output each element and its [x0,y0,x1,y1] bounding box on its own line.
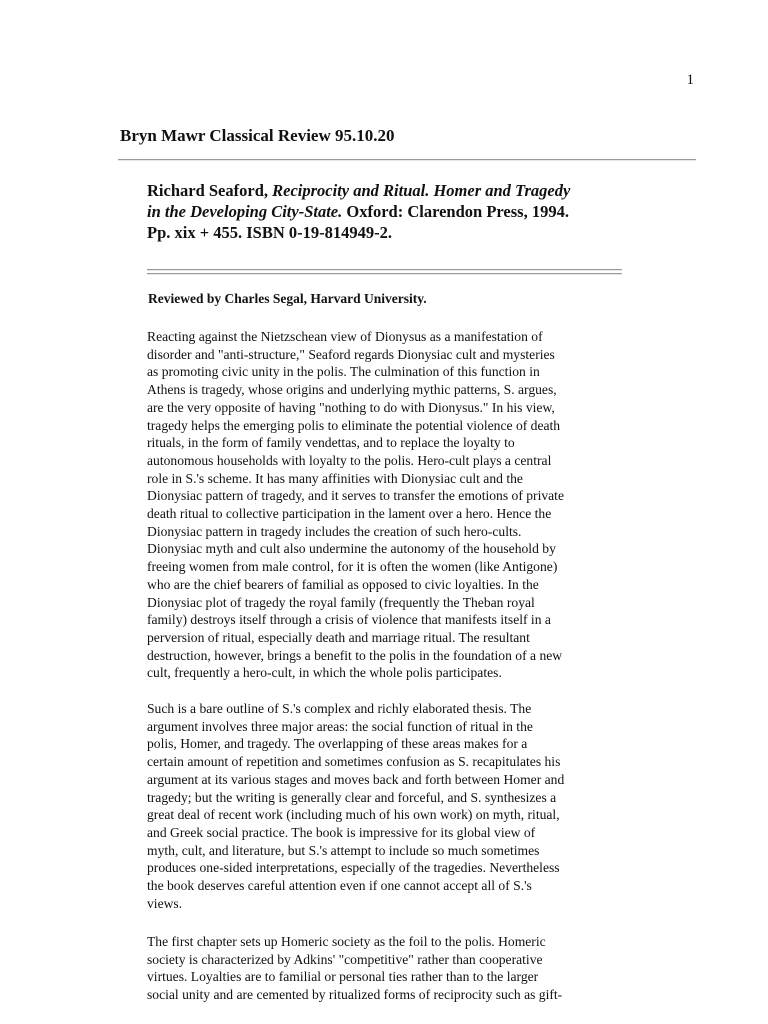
paragraph-line: the book deserves careful attention even if one cannot accept all of S.'s [147,878,532,894]
journal-title: Bryn Mawr Classical Review 95.10.20 [120,126,395,145]
horizontal-rule [147,269,622,271]
review-paragraph-1 [147,328,627,682]
paragraph-line: Athens is tragedy, whose origins and underlying mythic patterns, S. argues, [147,382,557,398]
paragraph-line: Such is a bare outline of S.'s complex and richly elaborated thesis. The [147,701,532,716]
paragraph-line: myth, cult, and literature, but S.'s attempt to include so much sometimes [147,842,540,858]
paragraph-line: virtues. Loyalties are to familial or personal ties rather than to the larger [147,969,539,985]
paragraph-line: Reacting against the Nietzschean view of Dionysus as a manifestation of [147,329,543,344]
paragraph-line: death ritual to collective participation in the lament over a hero. Hence the [147,506,552,522]
paragraph-line: great deal of recent work (including much of his own work) on myth, ritual, [147,807,560,823]
paragraph-line: rituals, in the form of family vendettas, and to replace the loyalty to [147,435,515,451]
paragraph-line: produces one-sided interpretations, especially of the tragedies. Nevertheless [147,860,560,876]
paragraph-line: tragedy; but the writing is generally clear and forceful, and S. synthesizes a [147,789,557,805]
book-citation [147,180,627,243]
paragraph-line: The first chapter sets up Homeric society as the foil to the polis. Homeric [147,934,546,949]
paragraph-line: and Greek social practice. The book is impressive for its global view of [147,824,536,840]
paragraph-line: Dionysiac myth and cult also undermine the autonomy of the household by [147,541,556,557]
paragraph-line: role in S.'s scheme. It has many affinities with Dionysiac cult and the [147,470,523,486]
citation-author: Richard Seaford, [147,181,273,200]
paragraph-line: Dionysiac plot of tragedy the royal family (frequently the Theban royal [147,594,535,610]
paragraph-line: are the very opposite of having "nothing to do with Dionysus." In his view, [147,399,555,415]
paragraph-line: perversion of ritual, especially death and marriage ritual. The resultant [147,629,530,645]
paragraph-line: cult, frequently a hero-cult, in which the whole polis participates. [147,665,502,681]
paragraph-line: argument at its various stages and moves back and forth between Homer and [147,771,565,787]
paragraph-line: destruction, however, brings a benefit to the polis in the foundation of a new [147,647,563,663]
horizontal-rule [147,273,622,275]
page-number: 1 [686,72,694,88]
paragraph-line: autonomous households with loyalty to the polis. Hero-cult plays a central [147,452,552,468]
citation-title-continued: in the Developing City-State. [147,202,343,221]
paragraph-line: certain amount of repetition and sometimes confusion as S. recapitulates his [147,754,561,770]
horizontal-rule [118,159,696,161]
review-paragraph-3 [147,933,627,1004]
paragraph-line: tragedy helps the emerging polis to eliminate the potential violence of death [147,417,561,433]
paragraph-line: family) destroys itself through a crisis of violence that manifests itself in a [147,612,551,628]
paragraph-line: who are the chief bearers of familial as opposed to civic loyalties. In the [147,576,539,592]
paragraph-line: views. [147,895,183,911]
paragraph-line: Dionysiac pattern in tragedy includes the creation of such hero-cults. [147,523,522,539]
paragraph-line: Dionysiac pattern of tragedy, and it serves to transfer the emotions of private [147,488,564,504]
paragraph-line: argument involves three major areas: the social function of ritual in the [147,718,533,734]
paragraph-line: society is characterized by Adkins' "competitive" rather than cooperative [147,951,543,967]
review-paragraph-2 [147,700,627,912]
citation-details: Pp. xix + 455. ISBN 0-19-814949-2. [147,223,392,242]
paragraph-line: social unity and are cemented by ritualized forms of reciprocity such as gift- [147,987,563,1003]
citation-title: Reciprocity and Ritual. Homer and Tragedy [272,181,571,200]
citation-publisher: Oxford: Clarendon Press, 1994. [342,202,569,221]
reviewer-line: Reviewed by Charles Segal, Harvard University. [148,291,427,306]
paragraph-line: as promoting civic unity in the polis. The culmination of this function in [147,364,540,380]
paragraph-line: polis, Homer, and tragedy. The overlapping of these areas makes for a [147,736,528,752]
paragraph-line: disorder and "anti-structure," Seaford regards Dionysiac cult and mysteries [147,346,555,362]
paragraph-line: freeing women from male control, for it is often the women (like Antigone) [147,559,558,575]
